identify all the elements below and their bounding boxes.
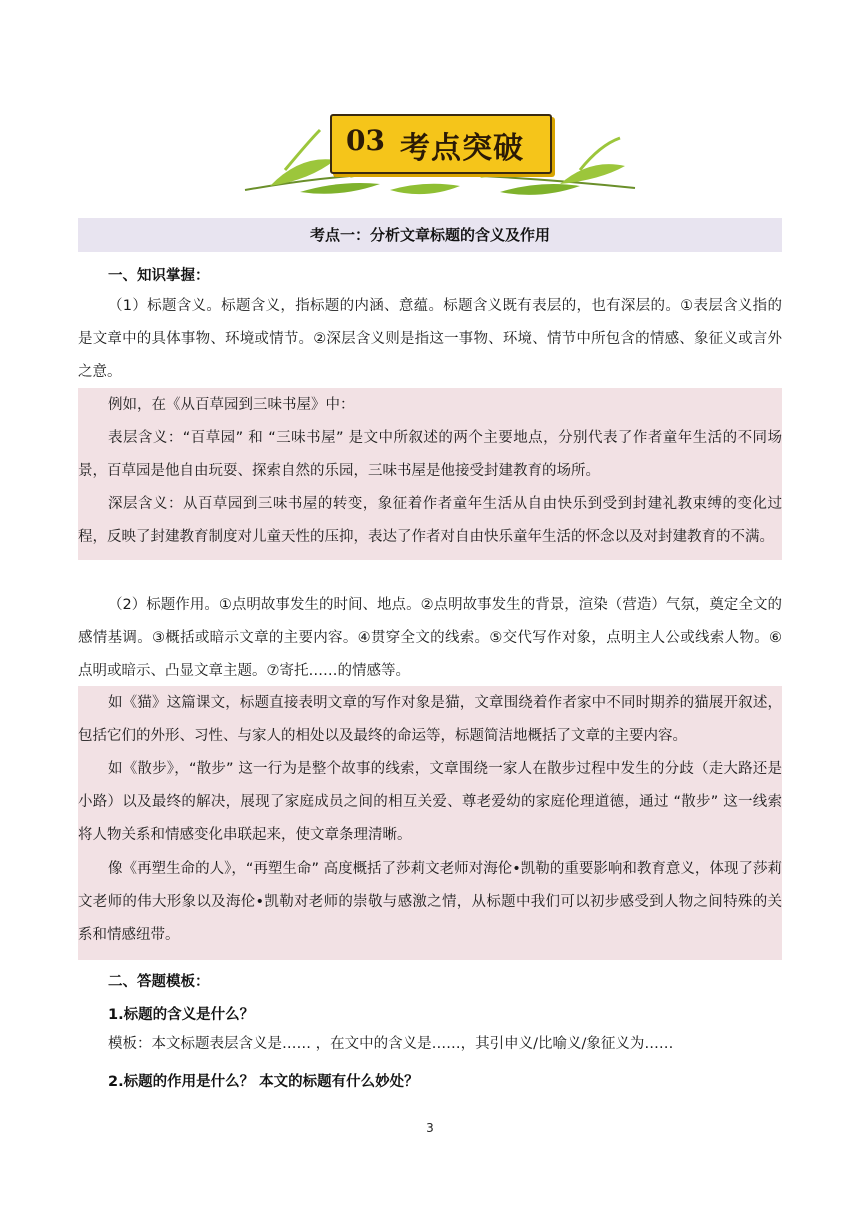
template-1: 模板：本文标题表层含义是…… ，在文中的含义是……，其引申义/比喻义/象征义为…… — [108, 1036, 674, 1052]
example-1-deep-meaning: 深层含义：从百草园到三味书屋的转变，象征着作者童年生活从自由快乐到受到封建礼教束缚的变化过程，反映了封建教育制度对儿童天性的压抑，表达了作者对自由快乐童年生活的怀念以及对封建教育的不满。 — [78, 496, 782, 545]
banner-label — [330, 114, 552, 174]
example-1-surface-meaning: 表层含义：“百草园” 和 “三味书屋” 是文中所叙述的两个主要地点，分别代表了作者童年生活的不同场景，百草园是他自由玩耍、探索自然的乐园，三味书屋是他接受封建教育的场所。 — [78, 430, 782, 479]
banner-number: 03 — [346, 124, 385, 157]
section-title: 考点一：分析文章标题的含义及作用 — [309, 226, 550, 244]
example-2-cat: 如《猫》这篇课文，标题直接表明文章的写作对象是猫，文章围绕着作者家中不同时期养的猫展开叙述，包括它们的外形、习性、与家人的相处以及最终的命运等，标题简洁地概括了文章的主要内容。 — [78, 695, 782, 744]
question-1: 1.标题的含义是什么？ — [108, 1007, 255, 1023]
banner-title: 考点突破 — [400, 131, 524, 166]
section-title-bar — [78, 218, 782, 252]
example-2-reshape-life: 像《再塑生命的人》，“再塑生命” 高度概括了莎莉文老师对海伦•凯勒的重要影响和教育意义，体现了莎莉文老师的伟大形象以及海伦•凯勒对老师的崇敬与感激之情，从标题中我们可以初步感受到人物之间特殊的关系和情感纽带。 — [78, 861, 782, 943]
heading-answer-template: 二、答题模板： — [108, 974, 210, 990]
example-2-walk: 如《散步》，“散步” 这一行为是整个故事的线索，文章围绕一家人在散步过程中发生的分歧（走大路还是小路）以及最终的解决，展现了家庭成员之间的相互关爱、尊老爱幼的家庭伦理道德，通过 “散步” 这一线索将人物关系和情感变化串联起来，使文章条理清晰。 — [78, 761, 782, 843]
question-2: 2.标题的作用是什么？ 本文的标题有什么妙处？ — [108, 1074, 419, 1090]
paragraph-title-function: （2）标题作用。①点明故事发生的时间、地点。②点明故事发生的背景，渲染（营造）气氛，奠定全文的感情基调。③概括或暗示文章的主要内容。④贯穿全文的线索。⑤交代写作对象，点明主人公或线索人物。⑥点明或暗示、凸显文章主题。⑦寄托……的情感等。 — [78, 597, 782, 679]
section-banner — [240, 100, 640, 210]
example-1-intro: 例如，在《从百草园到三味书屋》中： — [108, 397, 355, 413]
heading-knowledge: 一、知识掌握： — [108, 268, 210, 284]
page-number: 3 — [426, 1121, 434, 1135]
paragraph-title-meaning: （1）标题含义。标题含义，指标题的内涵、意蕴。标题含义既有表层的，也有深层的。①表层含义指的是文章中的具体事物、环境或情节。②深层含义则是指这一事物、环境、情节中所包含的情感、象征义或言外之意。 — [78, 298, 782, 380]
